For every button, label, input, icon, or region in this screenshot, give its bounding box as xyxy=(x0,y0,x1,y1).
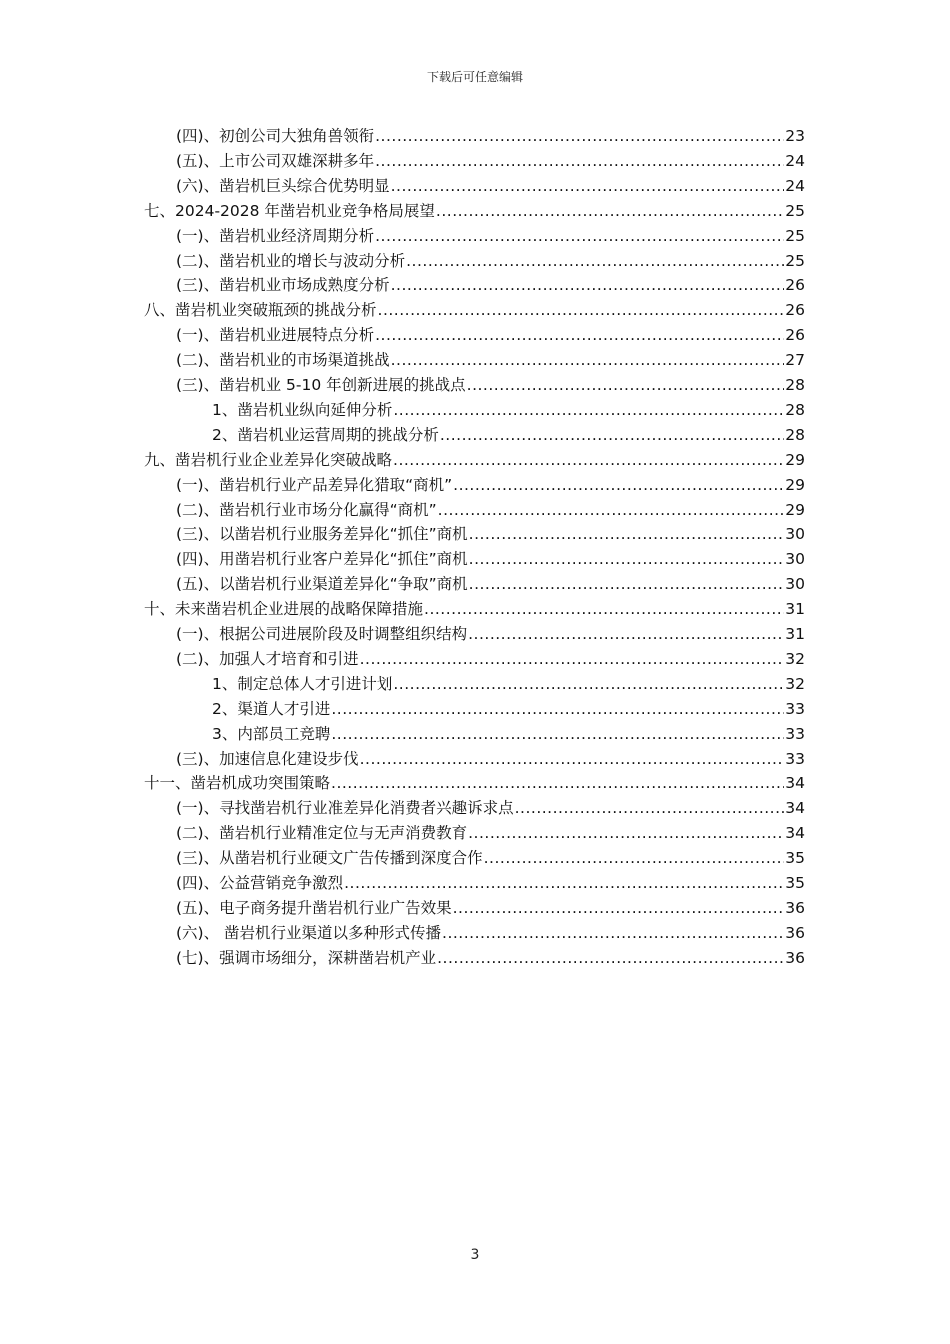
toc-dot-leader xyxy=(378,298,785,323)
toc-entry[interactable] xyxy=(176,647,805,672)
toc-entry-page: 28 xyxy=(785,376,805,394)
toc-dot-leader xyxy=(442,921,784,946)
toc-entry[interactable] xyxy=(176,846,805,871)
page-number: 3 xyxy=(470,1247,480,1263)
toc-dot-leader xyxy=(469,522,785,547)
toc-entry-title: (二)、凿岩机行业市场分化赢得“商机” xyxy=(176,500,437,519)
toc-entry[interactable] xyxy=(176,622,805,647)
toc-entry-page: 30 xyxy=(785,550,805,569)
toc-dot-leader xyxy=(469,547,785,572)
toc-dot-leader xyxy=(391,174,785,199)
toc-entry-page: 36 xyxy=(785,898,805,917)
toc-entry-page: 25 xyxy=(785,226,805,245)
toc-dot-leader xyxy=(453,896,785,921)
toc-dot-leader xyxy=(393,398,784,423)
toc-entry[interactable] xyxy=(212,697,805,722)
toc-entry[interactable] xyxy=(176,124,805,149)
toc-entry-title: 十、未来凿岩机企业进展的战略保障措施 xyxy=(144,600,424,619)
toc-entry-title: (一)、凿岩机业经济周期分析 xyxy=(176,226,375,245)
toc-entry-title: 八、凿岩机业突破瓶颈的挑战分析 xyxy=(144,301,377,320)
toc-entry[interactable] xyxy=(176,921,805,946)
toc-entry-title: 七、2024-2028 年凿岩机业竞争格局展望 xyxy=(144,201,435,220)
toc-entry[interactable] xyxy=(176,796,805,821)
toc-entry-page: 29 xyxy=(785,450,805,469)
toc-entry-title: (一)、凿岩机行业产品差异化猎取“商机” xyxy=(176,475,453,494)
toc-entry-page: 34 xyxy=(785,774,805,793)
toc-dot-leader xyxy=(424,597,784,622)
toc-entry[interactable] xyxy=(176,348,805,373)
toc-entry-page: 28 xyxy=(785,400,805,419)
toc-entry-page: 35 xyxy=(785,874,805,892)
toc-dot-leader xyxy=(375,323,784,348)
toc-dot-leader xyxy=(331,722,784,747)
toc-entry-title: 九、凿岩机行业企业差异化突破战略 xyxy=(144,450,393,469)
toc-dot-leader xyxy=(331,697,784,722)
toc-entry[interactable] xyxy=(176,821,805,846)
toc-dot-leader xyxy=(391,273,785,298)
toc-entry[interactable] xyxy=(176,946,805,971)
toc-entry-title: (三)、加速信息化建设步伐 xyxy=(176,749,359,768)
toc-entry-title: (五)、电子商务提升凿岩机行业广告效果 xyxy=(176,898,452,917)
toc-dot-leader xyxy=(393,448,784,473)
toc-entry[interactable] xyxy=(212,672,805,697)
toc-dot-leader xyxy=(331,771,784,796)
toc-entry-page: 33 xyxy=(785,699,805,718)
toc-entry[interactable] xyxy=(176,547,805,572)
toc-entry-page: 32 xyxy=(785,649,805,668)
toc-entry-title: (二)、凿岩机行业精准定位与无声消费教育 xyxy=(176,824,468,843)
toc-dot-leader xyxy=(467,373,785,398)
toc-entry[interactable] xyxy=(144,199,805,224)
toc-entry[interactable] xyxy=(144,298,805,323)
toc-entry-page: 30 xyxy=(785,575,805,594)
toc-entry[interactable] xyxy=(176,273,805,298)
toc-entry-title: (二)、凿岩机业的增长与波动分析 xyxy=(176,251,406,270)
toc-entry-page: 29 xyxy=(785,475,805,494)
toc-entry[interactable] xyxy=(176,747,805,772)
toc-dot-leader xyxy=(440,423,784,448)
toc-dot-leader xyxy=(468,821,784,846)
toc-dot-leader xyxy=(484,846,785,871)
toc-entry-page: 33 xyxy=(785,724,805,743)
toc-entry[interactable] xyxy=(212,722,805,747)
toc-entry-title: (三)、凿岩机业 5-10 年创新进展的挑战点 xyxy=(176,376,466,394)
toc-entry-page: 32 xyxy=(785,674,805,693)
toc-entry[interactable] xyxy=(144,771,805,796)
toc-entry-page: 36 xyxy=(785,948,805,967)
toc-dot-leader xyxy=(406,249,784,274)
page-header: 下载后可任意编辑 xyxy=(426,70,523,84)
toc-dot-leader xyxy=(391,348,785,373)
toc-entry-page: 30 xyxy=(785,525,805,544)
toc-entry-title: (四)、初创公司大独角兽领衔 xyxy=(176,127,375,145)
toc-entry[interactable] xyxy=(176,896,805,921)
toc-entry-title: (五)、以凿岩机行业渠道差异化“争取”商机 xyxy=(176,575,468,594)
toc-dot-leader xyxy=(468,622,784,647)
toc-entry-page: 24 xyxy=(785,151,805,170)
toc-entry-title: (四)、公益营销竞争激烈 xyxy=(176,874,344,892)
toc-entry-page: 34 xyxy=(785,824,805,843)
toc-entry-title: (一)、寻找凿岩机行业准差异化消费者兴趣诉求点 xyxy=(176,799,514,818)
toc-dot-leader xyxy=(437,946,784,971)
toc-entry[interactable] xyxy=(176,522,805,547)
toc-entry-page: 26 xyxy=(785,326,805,345)
toc-entry-page: 24 xyxy=(785,176,805,195)
toc-entry-page: 35 xyxy=(785,849,805,868)
toc-entry-page: 31 xyxy=(785,625,805,643)
toc-entry[interactable] xyxy=(176,871,805,896)
toc-entry-page: 36 xyxy=(785,923,805,942)
toc-entry[interactable] xyxy=(176,249,805,274)
toc-entry-page: 34 xyxy=(785,799,805,818)
toc-dot-leader xyxy=(375,124,784,149)
toc-entry-title: 1、制定总体人才引进计划 xyxy=(212,674,393,693)
toc-entry-title: 1、凿岩机业纵向延伸分析 xyxy=(212,400,393,419)
toc-dot-leader xyxy=(360,647,785,672)
toc-entry-title: (三)、以凿岩机行业服务差异化“抓住”商机 xyxy=(176,525,468,544)
toc-dot-leader xyxy=(360,747,785,772)
toc-dot-leader xyxy=(453,473,784,498)
toc-entry-title: (二)、加强人才培育和引进 xyxy=(176,649,359,668)
toc-dot-leader xyxy=(393,672,784,697)
toc-entry-page: 28 xyxy=(785,425,805,444)
toc-dot-leader xyxy=(375,149,784,174)
toc-entry[interactable] xyxy=(176,572,805,597)
toc-entry-title: (二)、凿岩机业的市场渠道挑战 xyxy=(176,351,390,370)
toc-entry-title: (一)、凿岩机业进展特点分析 xyxy=(176,326,375,345)
toc-entry-title: (四)、用凿岩机行业客户差异化“抓住”商机 xyxy=(176,550,468,569)
toc-dot-leader xyxy=(438,498,785,523)
toc-entry-page: 26 xyxy=(785,301,805,320)
toc-dot-leader xyxy=(469,572,785,597)
toc-entry-page: 25 xyxy=(785,201,805,220)
toc-dot-leader xyxy=(436,199,784,224)
toc-dot-leader xyxy=(515,796,785,821)
toc-entry-page: 31 xyxy=(785,600,805,619)
toc-entry-page: 33 xyxy=(785,749,805,768)
toc-entry-page: 23 xyxy=(785,127,805,145)
toc-entry[interactable] xyxy=(212,398,805,423)
toc-entry-title: (一)、根据公司进展阶段及时调整组织结构 xyxy=(176,625,468,643)
toc-entry[interactable] xyxy=(176,174,805,199)
toc-entry[interactable] xyxy=(176,473,805,498)
toc-dot-leader xyxy=(375,224,784,249)
toc-entry[interactable] xyxy=(212,423,805,448)
toc-entry-page: 29 xyxy=(785,500,805,519)
toc-entry-title: (五)、上市公司双雄深耕多年 xyxy=(176,151,375,170)
toc-entry-title: (三)、从凿岩机行业硬文广告传播到深度合作 xyxy=(176,849,483,868)
toc-entry[interactable] xyxy=(176,149,805,174)
toc-entry[interactable] xyxy=(144,448,805,473)
toc-entry-page: 25 xyxy=(785,251,805,270)
toc-entry-title: 3、内部员工竞聘 xyxy=(212,724,331,743)
toc-entry-page: 26 xyxy=(785,276,805,295)
toc-entry-title: (三)、凿岩机业市场成熟度分析 xyxy=(176,276,390,295)
toc-dot-leader xyxy=(344,871,784,896)
toc-entry-title: 2、凿岩机业运营周期的挑战分析 xyxy=(212,425,439,444)
toc-entry[interactable] xyxy=(144,597,805,622)
toc-entry-page: 27 xyxy=(785,351,805,370)
toc-entry-title: (六)、 凿岩机行业渠道以多种形式传播 xyxy=(176,923,442,942)
toc-entry-title: (七)、强调市场细分，深耕凿岩机产业 xyxy=(176,948,437,967)
toc-entry-title: 2、渠道人才引进 xyxy=(212,699,331,718)
toc-entry-title: (六)、凿岩机巨头综合优势明显 xyxy=(176,176,390,195)
toc-entry[interactable] xyxy=(176,373,805,398)
toc-entry[interactable] xyxy=(176,498,805,523)
toc-entry[interactable] xyxy=(176,323,805,348)
toc-entry-title: 十一、凿岩机成功突围策略 xyxy=(144,774,331,793)
toc-entry[interactable] xyxy=(176,224,805,249)
